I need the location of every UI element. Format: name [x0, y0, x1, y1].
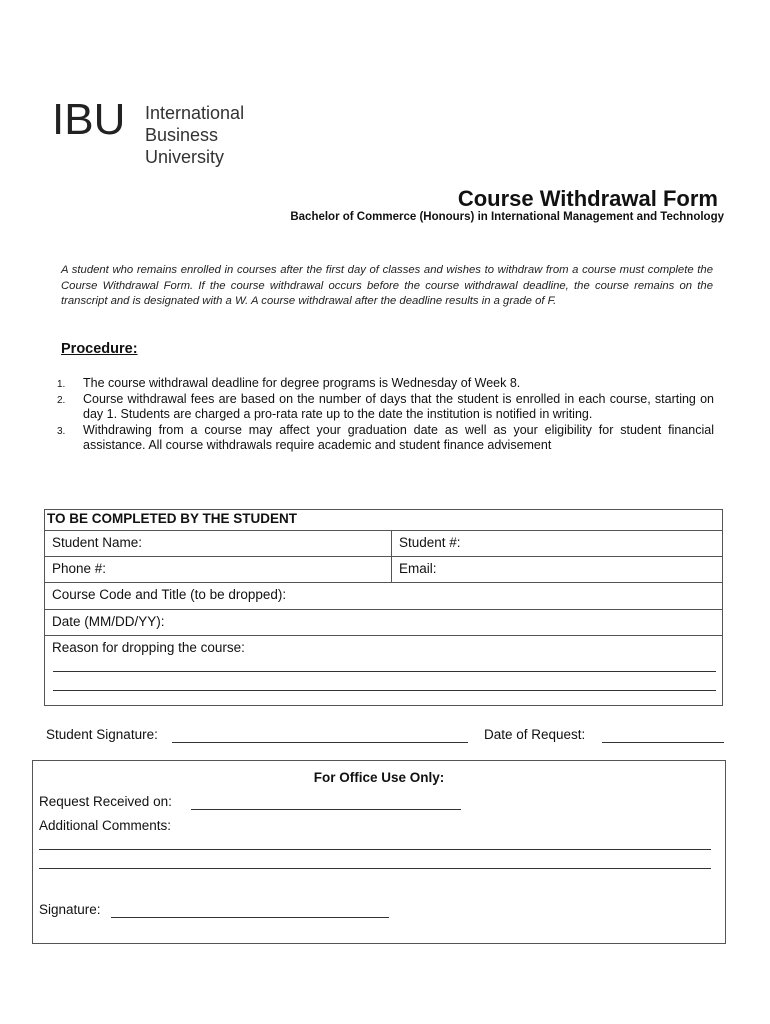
student-number-label: Student #:	[399, 535, 461, 550]
student-section-header: TO BE COMPLETED BY THE STUDENT	[47, 511, 298, 526]
step-number: 2.	[57, 394, 66, 406]
course-field[interactable]	[45, 583, 722, 609]
student-name-label: Student Name:	[52, 535, 143, 550]
course-row	[45, 583, 722, 610]
reason-line-2[interactable]	[53, 690, 716, 691]
step-text: The course withdrawal deadline for degree programs is Wednesday of Week 8.	[83, 376, 521, 390]
date-of-request-label: Date of Request:	[484, 727, 586, 742]
procedure-step	[57, 423, 714, 454]
phone-field[interactable]	[45, 557, 392, 582]
date-field[interactable]	[45, 610, 722, 635]
email-label: Email:	[399, 561, 437, 576]
request-received-line[interactable]	[191, 809, 461, 810]
step-number: 3.	[57, 425, 66, 437]
comments-line-1[interactable]	[39, 849, 711, 850]
logo-line-2: Business	[145, 125, 219, 145]
student-number-field[interactable]	[392, 531, 722, 556]
name-row	[45, 530, 722, 557]
step-number: 1.	[57, 379, 66, 390]
office-use-title: For Office Use Only:	[313, 770, 445, 785]
student-signature-line[interactable]	[172, 742, 468, 743]
email-field[interactable]	[392, 557, 722, 582]
procedure-heading: Procedure:	[61, 341, 138, 357]
phone-label: Phone #:	[52, 561, 107, 576]
procedure-list	[57, 376, 714, 454]
date-of-request-line[interactable]	[602, 742, 724, 743]
request-received-label: Request Received on:	[39, 794, 172, 809]
comments-line-2[interactable]	[39, 868, 711, 869]
date-label: Date (MM/DD/YY):	[52, 614, 165, 629]
form-title: Course Withdrawal Form	[457, 186, 718, 211]
date-row	[45, 610, 722, 636]
reason-field[interactable]	[45, 636, 722, 660]
procedure-step	[57, 392, 714, 423]
intro-paragraph: A student who remains enrolled in courses after the first day of classes and wishes to withdraw from a course must complete the Course Withdrawal Form. If the course withdrawal occurs before the course withdrawal deadline, the course remains on the transcript and is designated with a W. A course withdrawal after the deadline results in a grade of F.	[61, 264, 713, 307]
form-subtitle: Bachelor of Commerce (Honours) in International Management and Technology	[290, 211, 724, 223]
logo-line-1: International	[145, 103, 245, 123]
step-text: Withdrawing from a course may affect your graduation date as well as your eligibility for student financial assistance. All course withdrawals require academic and student finance advisement	[83, 422, 714, 453]
logo-wordmark	[145, 102, 244, 168]
student-name-field[interactable]	[45, 531, 392, 556]
procedure-step	[57, 376, 714, 392]
additional-comments-label: Additional Comments:	[39, 818, 172, 833]
contact-row	[45, 557, 722, 583]
reason-label: Reason for dropping the course:	[52, 640, 245, 655]
student-section	[44, 509, 723, 706]
step-text: Course withdrawal fees are based on the number of days that the student is enrolled in each course, starting on day 1. Students are charged a pro-rata rate up to the date the institution is notified in writing.	[83, 391, 714, 422]
student-signature-label: Student Signature:	[46, 727, 158, 742]
office-use-section	[32, 760, 726, 944]
office-signature-label: Signature:	[39, 902, 101, 917]
office-signature-line[interactable]	[111, 917, 389, 918]
logo-mark: IBU	[52, 95, 126, 144]
logo-line-3: University	[145, 147, 225, 167]
reason-line-1[interactable]	[53, 671, 716, 672]
course-label: Course Code and Title (to be dropped):	[52, 587, 287, 602]
